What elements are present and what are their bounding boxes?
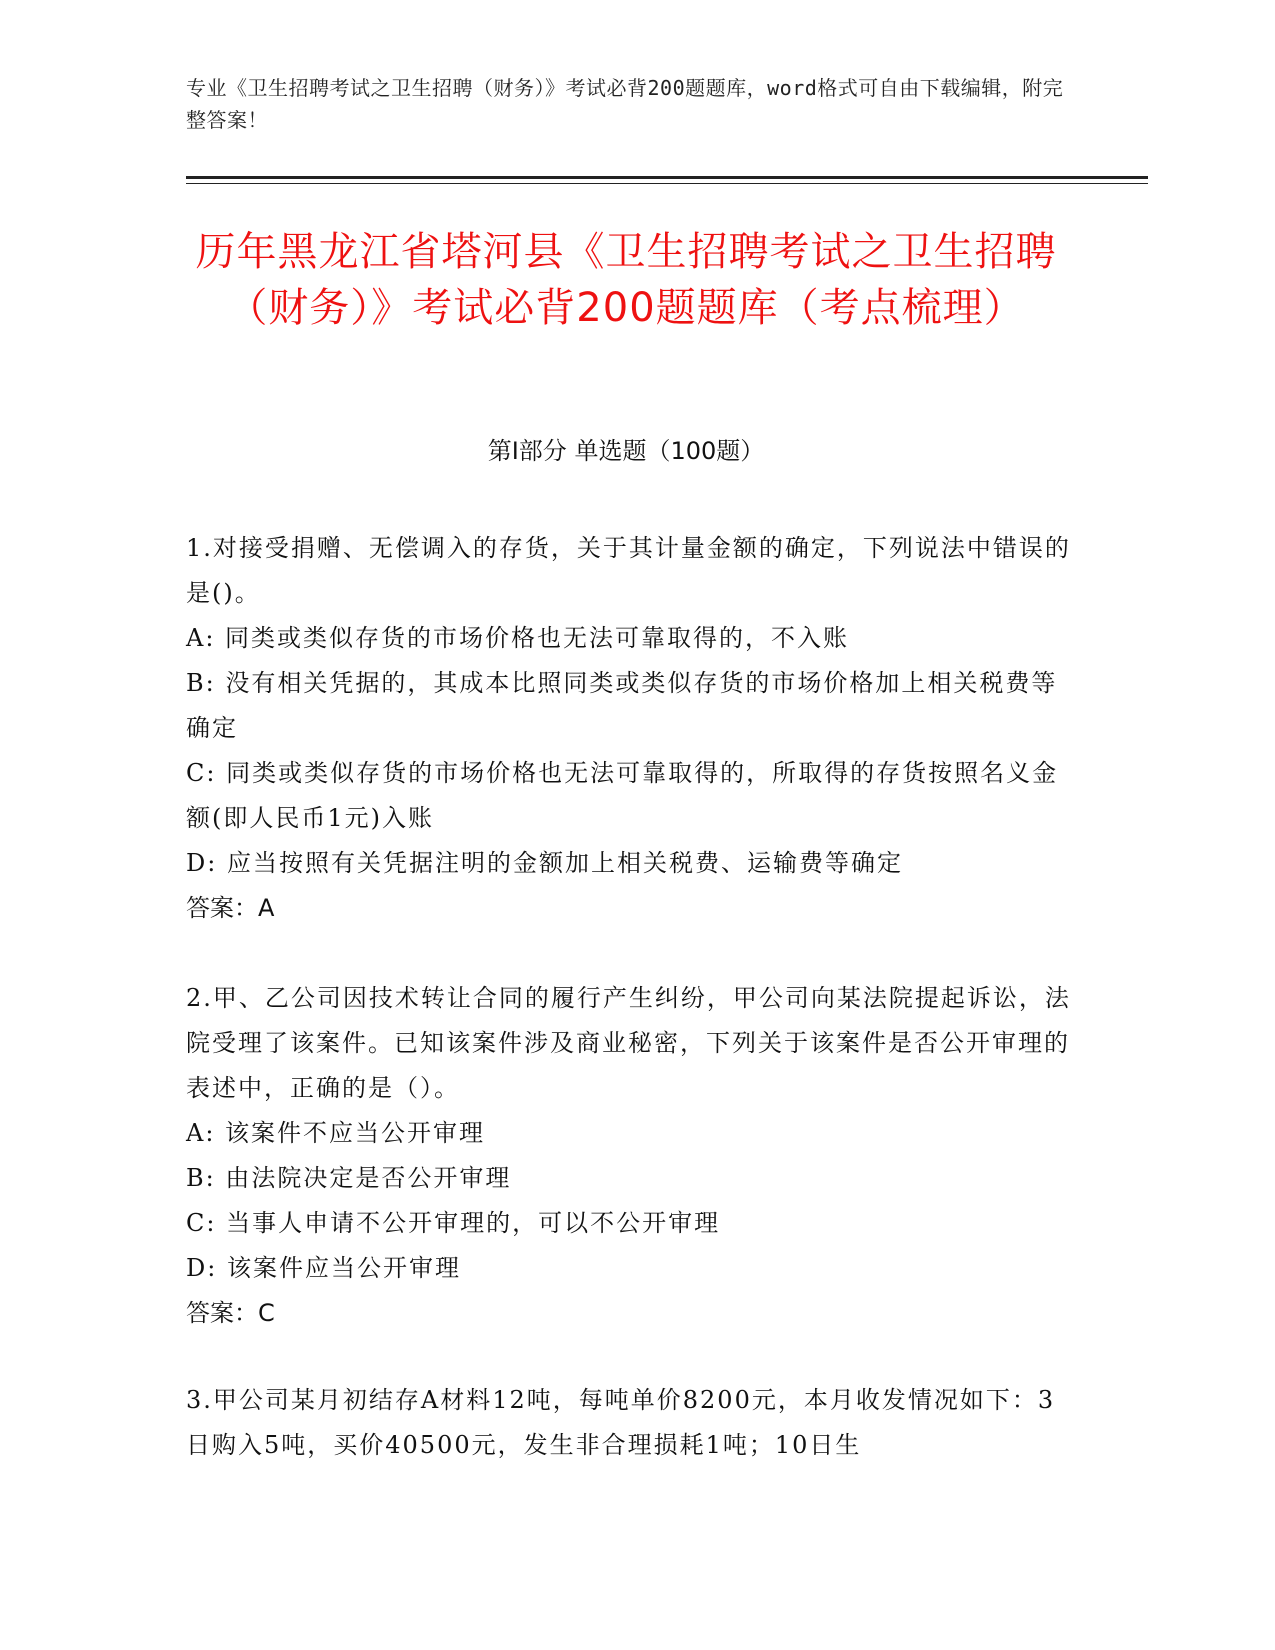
question-stem: 3.甲公司某月初结存A材料12吨，每吨单价8200元，本月收发情况如下：3日购入5吨，买价40500元，发生非合理损耗1吨；10日生 [186,1386,1056,1459]
option-a: A: 同类或类似存货的市场价格也无法可靠取得的，不入账 [186,624,850,652]
section-heading: 第Ⅰ部分 单选题（100题） [487,437,765,465]
option-d: D: 该案件应当公开审理 [186,1254,461,1282]
option-b: B: 没有相关凭据的，其成本比照同类或类似存货的市场价格加上相关税费等确定 [186,669,1058,742]
header-note: 专业《卫生招聘考试之卫生招聘（财务）》考试必背200题题库，word格式可自由下载编辑，附完整答案！ [186,76,1064,132]
option-b: B: 由法院决定是否公开审理 [186,1164,512,1192]
answer: 答案：C [186,1299,275,1327]
question-1 [186,526,1076,931]
answer: 答案：A [186,894,275,922]
option-a: A: 该案件不应当公开审理 [186,1119,486,1147]
header-divider-thin [186,183,1148,184]
option-c: C: 当事人申请不公开审理的，可以不公开审理 [186,1209,721,1237]
question-stem: 1.对接受捐赠、无偿调入的存货，关于其计量金额的确定，下列说法中错误的是()。 [186,534,1071,607]
question-2 [186,976,1076,1336]
question-3 [186,1378,1076,1468]
option-c: C: 同类或类似存货的市场价格也无法可靠取得的，所取得的存货按照名义金额(即人民币1元)入账 [186,759,1059,832]
document-title: 历年黑龙江省塔河县《卫生招聘考试之卫生招聘（财务）》考试必背200题题库（考点梳理） [195,229,1057,331]
option-d: D: 应当按照有关凭据注明的金额加上相关税费、运输费等确定 [186,849,903,877]
header-divider-thick [186,176,1148,179]
question-stem: 2.甲、乙公司因技术转让合同的履行产生纠纷，甲公司向某法院提起诉讼，法院受理了该案件。已知该案件涉及商业秘密，下列关于该案件是否公开审理的表述中，正确的是（）。 [186,984,1071,1102]
